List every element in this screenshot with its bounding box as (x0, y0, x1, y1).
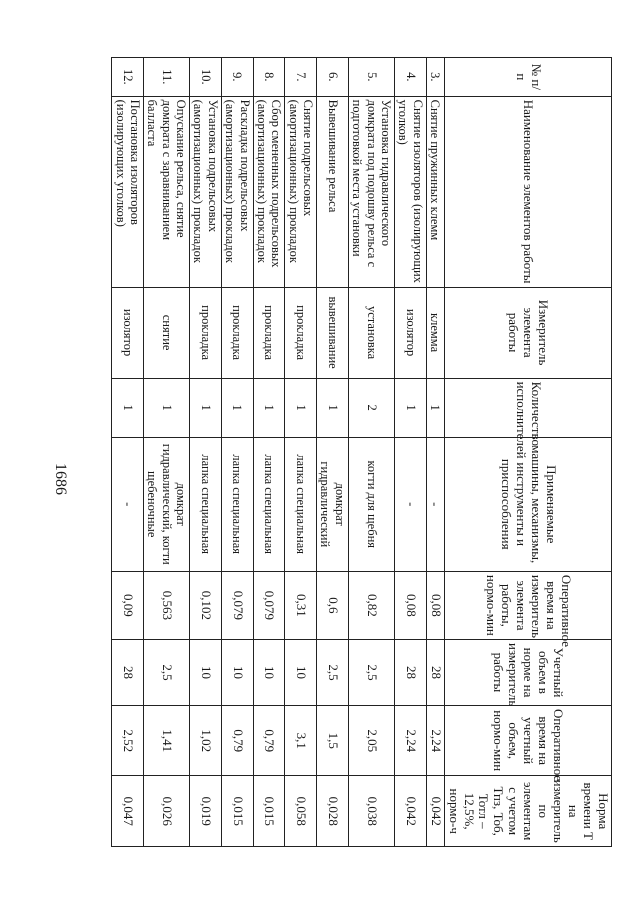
cell-operative-time-volume: 0,79 (221, 705, 253, 775)
cell-measure: прокладка (253, 287, 285, 378)
cell-operative-time-volume: 1,41 (144, 705, 190, 775)
cell-accounted-volume: 28 (112, 640, 144, 706)
cell-time-norm: 0,042 (426, 776, 444, 847)
cell-operative-time-volume: 2,24 (426, 705, 444, 775)
norms-table (111, 57, 612, 847)
cell-operative-time: 0,31 (285, 571, 317, 639)
header-measure: Измеритель элемента работы (444, 287, 611, 378)
cell-machines: лапка специальная (190, 437, 222, 571)
cell-number: 3. (426, 58, 444, 97)
cell-measure: изолятор (395, 287, 427, 378)
header-work-element: Наименование элементов работы (444, 96, 611, 287)
cell-operative-time: 0,09 (112, 571, 144, 639)
table-row (395, 58, 427, 847)
cell-measure: прокладка (190, 287, 222, 378)
header-time-norm: Норма времени Т на измеритель по элементам с учетом Тпз, Тоб, Тотл – 12,5%, нормо-ч (444, 776, 611, 847)
cell-machines: домкрат гидравлический (317, 437, 349, 571)
cell-measure: снятие (144, 287, 190, 378)
cell-operative-time: 0,82 (348, 571, 394, 639)
cell-operative-time-volume: 2,24 (395, 705, 427, 775)
header-number: № п/п (444, 58, 611, 97)
table-row (426, 58, 444, 847)
cell-work-element: Снятие пружинных клемм (426, 96, 444, 287)
cell-time-norm: 0,058 (285, 776, 317, 847)
cell-operative-time-volume: 3,1 (285, 705, 317, 775)
cell-machines: - (426, 437, 444, 571)
cell-performers: 1 (144, 378, 190, 437)
cell-operative-time-volume: 1,5 (317, 705, 349, 775)
cell-time-norm: 0,015 (221, 776, 253, 847)
table-row (253, 58, 285, 847)
cell-performers: 1 (395, 378, 427, 437)
cell-operative-time-volume: 0,79 (253, 705, 285, 775)
cell-number: 9. (221, 58, 253, 97)
cell-performers: 1 (426, 378, 444, 437)
cell-number: 7. (285, 58, 317, 97)
header-operative-time: Оперативное время на измеритель элемента работы, нормо-мин (444, 571, 611, 639)
cell-accounted-volume: 28 (426, 640, 444, 706)
cell-work-element: Постановка изоляторов (изолирующих уголков) (112, 96, 144, 287)
cell-operative-time-volume: 2,52 (112, 705, 144, 775)
cell-time-norm: 0,026 (144, 776, 190, 847)
cell-accounted-volume: 10 (221, 640, 253, 706)
cell-time-norm: 0,015 (253, 776, 285, 847)
cell-operative-time: 0,079 (221, 571, 253, 639)
cell-work-element: Вывешивание рельса (317, 96, 349, 287)
header-accounted-volume: Учетный объем в норме на измеритель работы (444, 640, 611, 706)
cell-work-element: Опускание рельса, снятие домкрата с заравниванием балласта (144, 96, 190, 287)
cell-machines: домкрат гидравлический, когти щебеночные (144, 437, 190, 571)
table-row (144, 58, 190, 847)
cell-number: 5. (348, 58, 394, 97)
cell-time-norm: 0,019 (190, 776, 222, 847)
cell-performers: 1 (190, 378, 222, 437)
rotated-table-container (113, 57, 612, 847)
cell-accounted-volume: 10 (253, 640, 285, 706)
cell-time-norm: 0,028 (317, 776, 349, 847)
cell-accounted-volume: 28 (395, 640, 427, 706)
cell-machines: лапка специальная (285, 437, 317, 571)
page-number: 1686 (52, 463, 69, 495)
cell-performers: 1 (221, 378, 253, 437)
cell-performers: 1 (317, 378, 349, 437)
cell-operative-time: 0,6 (317, 571, 349, 639)
header-performers: Количество исполнителей (444, 378, 611, 437)
cell-performers: 1 (285, 378, 317, 437)
table-row (112, 58, 144, 847)
cell-work-element: Снятие изоляторов (изолирующих уголков) (395, 96, 427, 287)
cell-work-element: Установка гидравлического домкрата под подошву рельса с подготовкой места установки (348, 96, 394, 287)
cell-performers: 2 (348, 378, 394, 437)
table-header-row (444, 58, 611, 847)
cell-operative-time: 0,102 (190, 571, 222, 639)
cell-number: 4. (395, 58, 427, 97)
cell-machines: - (395, 437, 427, 571)
cell-accounted-volume: 2,5 (317, 640, 349, 706)
cell-work-element: Установка подрельсовых (амортизационных) прокладок (190, 96, 222, 287)
cell-performers: 1 (112, 378, 144, 437)
cell-machines: - (112, 437, 144, 571)
cell-operative-time: 0,08 (426, 571, 444, 639)
cell-machines: лапка специальная (221, 437, 253, 571)
cell-number: 8. (253, 58, 285, 97)
cell-number: 6. (317, 58, 349, 97)
cell-measure: установка (348, 287, 394, 378)
cell-measure: вывешивание (317, 287, 349, 378)
header-machines: Применяемые машины, механизмы, инструменты и приспособления (444, 437, 611, 571)
cell-time-norm: 0,038 (348, 776, 394, 847)
cell-operative-time-volume: 1,02 (190, 705, 222, 775)
cell-operative-time: 0,563 (144, 571, 190, 639)
cell-number: 10. (190, 58, 222, 97)
cell-operative-time-volume: 2,05 (348, 705, 394, 775)
header-operative-time-volume: Оперативное время на учетный объем, нормо-мин (444, 705, 611, 775)
cell-time-norm: 0,042 (395, 776, 427, 847)
cell-measure: прокладка (221, 287, 253, 378)
cell-measure: изолятор (112, 287, 144, 378)
table-row (221, 58, 253, 847)
cell-number: 11. (144, 58, 190, 97)
cell-work-element: Снятие подрельсовых (амортизационных) прокладок (285, 96, 317, 287)
cell-measure: прокладка (285, 287, 317, 378)
cell-measure: клемма (426, 287, 444, 378)
cell-machines: когти для щебня (348, 437, 394, 571)
cell-work-element: Сбор смененных подрельсовых (амортизационных) прокладок (253, 96, 285, 287)
table-row (285, 58, 317, 847)
table-row (348, 58, 394, 847)
cell-operative-time: 0,08 (395, 571, 427, 639)
cell-operative-time: 0,079 (253, 571, 285, 639)
table-row (317, 58, 349, 847)
cell-performers: 1 (253, 378, 285, 437)
cell-time-norm: 0,047 (112, 776, 144, 847)
cell-work-element: Раскладка подрельсовых (амортизационных) прокладок (221, 96, 253, 287)
table-row (190, 58, 222, 847)
cell-machines: лапка специальная (253, 437, 285, 571)
cell-accounted-volume: 10 (190, 640, 222, 706)
cell-number: 12. (112, 58, 144, 97)
cell-accounted-volume: 10 (285, 640, 317, 706)
cell-accounted-volume: 2,5 (144, 640, 190, 706)
cell-accounted-volume: 2,5 (348, 640, 394, 706)
